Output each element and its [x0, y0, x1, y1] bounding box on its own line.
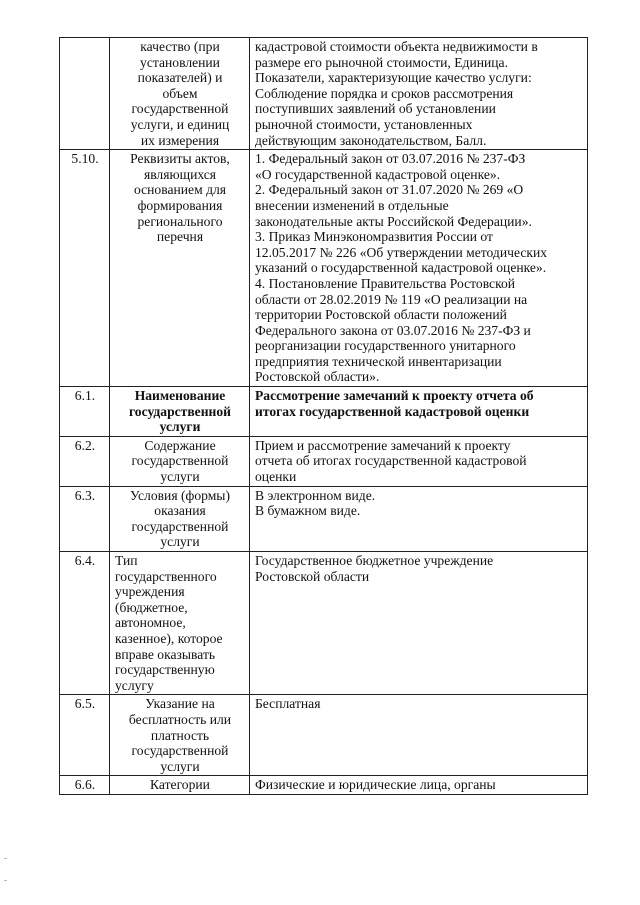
value-line: размере его рыночной стоимости, Единица.	[255, 54, 508, 70]
label-line: Условия (формы)	[130, 487, 230, 503]
document-table	[59, 37, 588, 795]
row-value	[250, 38, 588, 150]
row-label	[110, 387, 250, 437]
label-line: Категории	[150, 777, 210, 793]
value-line: Рассмотрение замечаний к проекту отчета об	[255, 388, 534, 404]
table-row	[60, 436, 588, 486]
value-line: Бесплатная	[255, 696, 321, 712]
label-line: услуги	[160, 469, 200, 485]
table-row	[60, 552, 588, 695]
value-line: действующим законодательством, Балл.	[255, 132, 487, 148]
row-label	[110, 150, 250, 387]
label-line: государственной	[131, 101, 229, 117]
label-line: Указание на	[145, 696, 215, 712]
row-number	[60, 38, 110, 150]
label-line: их измерения	[140, 132, 220, 148]
value-line: Ростовской области».	[255, 369, 380, 385]
row-label	[110, 436, 250, 486]
value-line: Соблюдение порядка и сроков рассмотрения	[255, 85, 514, 101]
row-number: 6.1.	[60, 387, 110, 437]
row-number: 6.4.	[60, 552, 110, 695]
label-line: показателей) и	[137, 70, 223, 86]
row-value	[250, 387, 588, 437]
label-line: Реквизиты актов,	[130, 151, 230, 167]
row-value	[250, 436, 588, 486]
value-line: внесении изменений в отдельные	[255, 197, 449, 213]
label-line: являющихся	[143, 166, 217, 182]
label-line: Тип	[115, 553, 138, 568]
row-label	[110, 552, 250, 695]
label-line: государственной	[131, 743, 229, 759]
label-line: услуги, и единиц	[130, 116, 230, 132]
row-value	[250, 150, 588, 387]
value-line: Ростовской области	[255, 568, 370, 584]
value-line: «О государственной кадастровой оценке».	[255, 166, 501, 182]
value-line: итогах государственной кадастровой оценки	[255, 403, 530, 419]
row-label	[110, 38, 250, 150]
value-line: кадастровой стоимости объекта недвижимости в	[255, 39, 538, 54]
row-number: 6.2.	[60, 436, 110, 486]
label-line: качество (при	[140, 39, 220, 54]
label-line: государственной	[131, 518, 229, 534]
label-line: услуги	[160, 534, 200, 550]
table-row	[60, 486, 588, 551]
table-row	[60, 150, 588, 387]
scan-edge-mark	[4, 858, 7, 859]
label-line: регионального	[137, 213, 223, 229]
label-line: учреждения	[115, 584, 185, 600]
value-line: 1. Федеральный закон от 03.07.2016 № 237-ФЗ	[255, 151, 526, 167]
row-label	[110, 486, 250, 551]
label-line: государственную	[115, 662, 215, 678]
row-number: 6.3.	[60, 486, 110, 551]
table-row	[60, 695, 588, 776]
label-line: платность	[150, 727, 210, 743]
value-line: В бумажном виде.	[255, 503, 361, 519]
value-line: 12.05.2017 № 226 «Об утверждении методических	[255, 244, 548, 260]
label-line: казенное), которое	[115, 630, 223, 646]
value-line: реорганизации государственного унитарного	[255, 338, 516, 354]
table-row	[60, 387, 588, 437]
row-label	[110, 776, 250, 795]
label-line: формирования	[137, 197, 223, 213]
value-line: предприятия технической инвентаризации	[255, 353, 502, 369]
label-line: Наименование	[134, 388, 226, 404]
value-line: рыночной стоимости, установленных	[255, 116, 473, 132]
value-line: Показатели, характеризующие качество услуги:	[255, 70, 532, 86]
table-row	[60, 776, 588, 795]
label-line: (бюджетное,	[115, 599, 188, 615]
value-line: Государственное бюджетное учреждение	[255, 553, 494, 568]
value-line: территории Ростовской области положений	[255, 307, 507, 323]
value-line: 2. Федеральный закон от 31.07.2020 № 269 «О	[255, 182, 524, 198]
row-value	[250, 776, 588, 795]
row-number: 5.10.	[60, 150, 110, 387]
label-line: вправе оказывать	[115, 646, 216, 662]
scan-edge-mark	[4, 880, 7, 881]
value-line: Прием и рассмотрение замечаний к проекту	[255, 437, 511, 453]
row-value	[250, 695, 588, 776]
row-number: 6.6.	[60, 776, 110, 795]
value-line: 3. Приказ Минэкономразвития России от	[255, 229, 493, 245]
row-value	[250, 486, 588, 551]
value-line: поступивших заявлений об установлении	[255, 101, 496, 117]
row-value	[250, 552, 588, 695]
label-line: государственного	[115, 568, 217, 584]
label-line: государственной	[131, 453, 229, 469]
label-line: бесплатность или	[128, 711, 232, 727]
label-line: услуги	[160, 758, 200, 774]
value-line: оценки	[255, 469, 297, 485]
label-line: государственной	[128, 403, 232, 419]
table-row	[60, 38, 588, 150]
label-line: Содержание	[144, 437, 216, 453]
value-line: законодательные акты Российской Федерации».	[255, 213, 532, 229]
value-line: 4. Постановление Правительства Ростовской	[255, 275, 516, 291]
table-body	[60, 38, 588, 795]
label-line: установлении	[140, 54, 220, 70]
value-line: Федерального закона от 03.07.2016 № 237-ФЗ и	[255, 322, 531, 338]
row-number: 6.5.	[60, 695, 110, 776]
value-line: В электронном виде.	[255, 487, 376, 503]
value-line: указаний о государственной кадастровой оценке».	[255, 260, 547, 276]
label-line: перечня	[156, 229, 204, 245]
row-label	[110, 695, 250, 776]
value-line: области от 28.02.2019 № 119 «О реализации на	[255, 291, 528, 307]
label-line: услуги	[159, 419, 201, 435]
label-line: объем	[162, 85, 198, 101]
label-line: услугу	[115, 677, 154, 693]
label-line: оказания	[154, 503, 206, 519]
value-line: Физические и юридические лица, органы	[255, 777, 496, 793]
value-line: отчета об итогах государственной кадастровой	[255, 453, 527, 469]
label-line: автономное,	[115, 615, 186, 631]
label-line: основанием для	[133, 182, 227, 198]
